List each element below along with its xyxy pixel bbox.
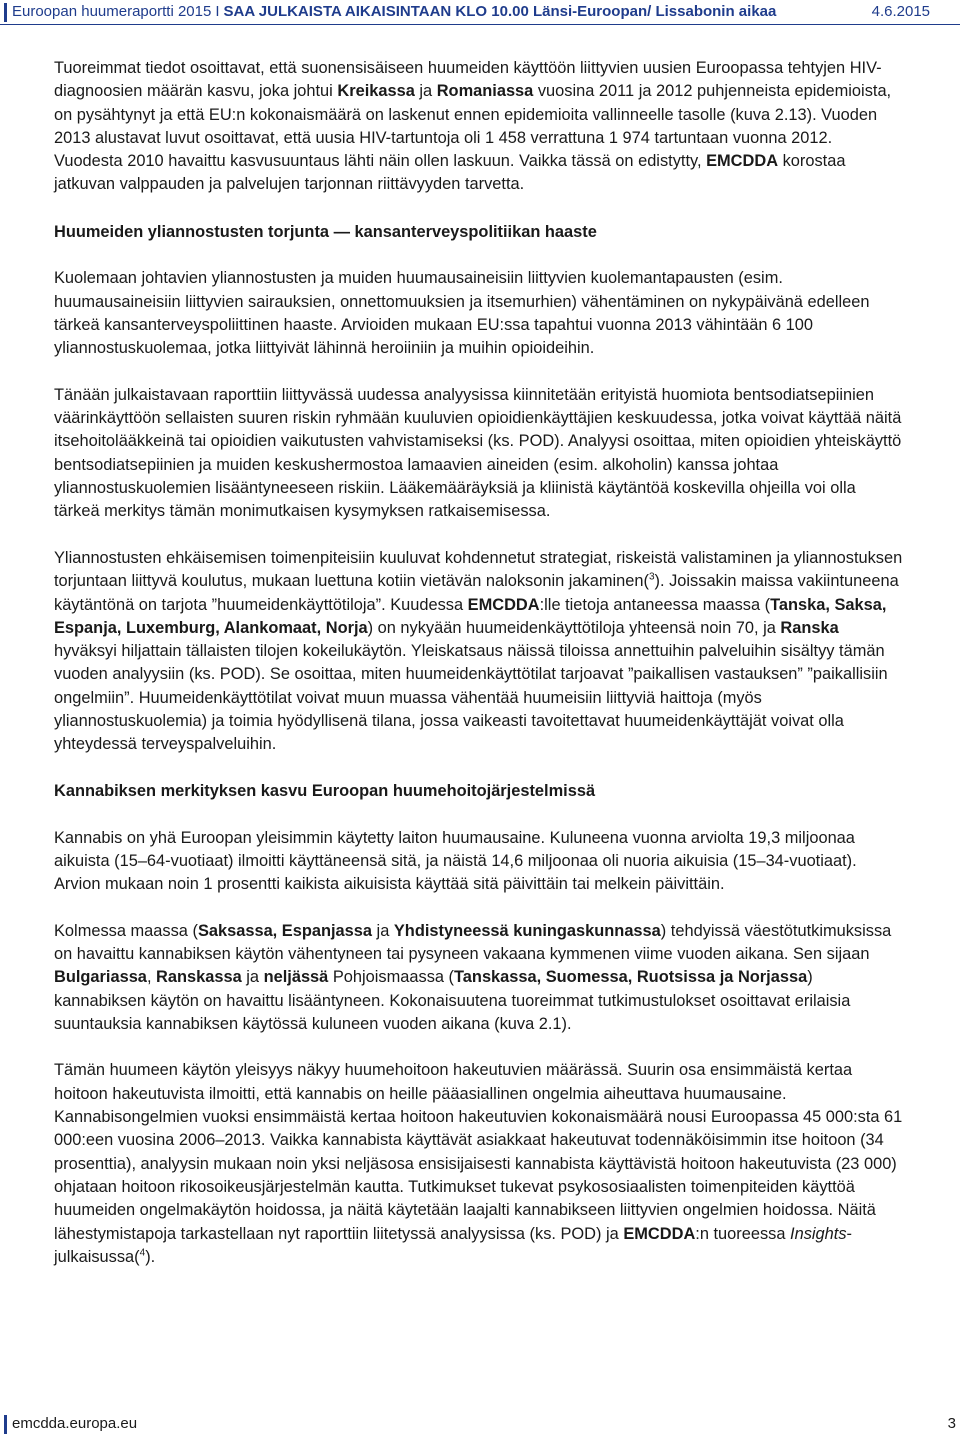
bold-countries: Saksassa, Espanjassa [197,921,372,940]
text-run: Kolmessa maassa ( [54,921,198,940]
italic-publication: Insights [790,1224,847,1243]
footer-url: emcdda.europa.eu [12,1415,138,1432]
section-heading-overdoses: Huumeiden yliannostusten torjunta — kansanterveyspolitiikan haaste [54,222,597,241]
text-run: ) kannabiksen käytön on havaittu lisääntyneen. Kokonaisuutena tuoreimmat tutkimustulokset osoittavat erilaisia suuntauksia kannabiksen käytössä kuluneen vuoden aikana (kuva 2.1). [54,968,851,1033]
text-run: ja [372,921,394,940]
bold-country: Ranska [780,618,839,637]
text-run: Tämän huumeen käytön yleisyys näkyy huumehoitoon hakeutuvien määrässä. Suurin osa ensimmäistä kertaa hoitoon hakeutuvista ilmoitti, että kannabis on heille pääasiallinen ongelmia aiheuttava huumausaine. Kannabisongelmien vuoksi ensimmäistä kertaa hoitoon hakeutuvien kokonaismäärä nousi Euroopassa 45 000:sta 61 000:een vuosina 2006–2013. Vaikka kannabista käyttävät asiakkaat hakeutuvat todennäköisimmin itse hoitoon (34 prosenttia), analyysin mukaan noin yksi neljäsosa ensisijaisesti kannabista käyttävistä hoitoon hakeutuvista (23 000) ohjataan hoitoon rikosoikeusjärjestelmän kautta. Tutkimukset tukevat psykososiaalisten toimenpiteiden käyttöä huumeiden ongelmakäytön hoidossa, ja näitä käytetään laajalti kannabikseen liittyvien ongelmien hoidossa. Näitä lähestymistapoja tarkastellaan nyt raporttiin liitetyssä analyysissa (ks. POD) ja [54,1061,903,1243]
paragraph-hiv [54,57,904,197]
text-run: korostaa jatkuvan valppauden ja palvelujen tarjonnan riittävyyden tarvetta. [54,152,846,194]
header-embargo-notice: SAA JULKAISTA AIKAISINTAAN KLO 10.00 Länsi-Euroopan/ Lissabonin aikaa [223,3,777,20]
footer-accent-bar [4,1415,7,1434]
footnote-ref: 4 [139,1247,146,1259]
text-run: Tuoreimmat tiedot osoittavat, että suonensisäiseen huumeiden käyttöön liittyvien uusien Euroopassa tehtyjen HIV-diagnoosien määrän kasvu, joka johtui [54,59,882,101]
paragraph-cannabis-use: Kannabis on yhä Euroopan yleisimmin käytetty laiton huumausaine. Kuluneena vuonna arviolta 19,3 miljoonaa aikuista (15–64-vuotiaat) ilmoitti käyttäneensä sitä, ja näistä 14,6 miljoonaa oli nuoria aikuisia (15–34-vuotiaat). Arvion mukaan noin 1 prosentti kaikista aikuisista käyttää sitä päivittäin tai melkein päivittäin. [54,828,857,894]
section-heading-cannabis: Kannabiksen merkityksen kasvu Euroopan huumehoitojärjestelmissä [54,781,596,800]
bold-countries: Tanskassa, Suomessa, Ruotsissa ja Norjassa [454,968,808,987]
text-run: , [146,968,157,987]
bold-country: Ranskassa [156,968,242,987]
header-separator: I [215,3,220,20]
paragraph-cannabis-treatment [54,1059,904,1269]
header-title [12,2,776,22]
text-run: ja [414,82,437,101]
paragraph-cannabis-trends [54,920,904,1036]
bold-country: Yhdistyneessä kuningaskunnassa [393,921,661,940]
paragraph-benzodiazepines: Tänään julkaistavaan raporttiin liittyvässä uudessa analyysissa kiinnitetään erityistä huomiota bentsodiatsepiinien väärinkäyttöön sellaisten suuren riskin ryhmään kuuluvien opioidienkäyttäjien keskuudessa, jotka voivat käyttää näitä itsehoitolääkkeinä tai opioidien vaikutusten vahvistamiseksi (ks. POD). Analyysi osoittaa, miten opioidien yhteiskäyttö bentsodiatsepiinien ja muiden keskushermostoa lamaavien aineiden (esim. alkoholin) kanssa johtaa yliannostuskuolemien lisääntyneeseen riskiin. Lääkemääräyksiä ja kliinistä käytäntöä koskevilla ohjeilla voi olla tärkeä merkitys tämän monimutkaisen kysymyksen ratkaisemisessa. [54,385,902,521]
text-run: :n tuoreessa [695,1224,791,1243]
bold-count: neljässä [263,968,329,987]
text-run: Pohjoismaassa ( [328,968,455,987]
text-run: -julkaisussa( [54,1224,853,1266]
paragraph-prevention [54,547,904,757]
paragraph-overdose-deaths: Kuolemaan johtavien yliannostusten ja muiden huumausaineisiin liittyvien kuolemantapausten (esim. huumausaineisiin liittyvien sairauksien, onnettomuuksien ja itsemurhien) vähentäminen on nykypäivänä edelleen tärkeä kansanterveyspoliittinen haaste. Arvioiden mukaan EU:ssa tapahtui vuonna 2013 vähintään 6 100 yliannostuskuolemaa, jotka liittyivät lähinnä heroiiniin ja muihin opioideihin. [54,269,870,358]
page-footer [0,1413,960,1437]
text-run: vuosina 2011 ja 2012 puhjenneista epidemioista, on pysähtynyt ja että EU:n kokonaismäärä on laskenut ennen epidemioita vallinneelle tasolle (kuva 2.13). Vuoden 2013 alustavat luvut osoittavat, että uusia HIV-tartuntoja oli 1 458 verrattuna 1 974 tartuntaan vuonna 2012. Vuodesta 2010 havaittu kasvusuuntaus lähti näin ollen laskuun. Vaikka tässä on edistytty, [54,82,892,171]
bold-country: Kreikassa [337,82,415,101]
text-run: :lle tietoja antaneessa maassa ( [539,595,771,614]
text-run: ). Joissakin maissa vakiintuneena käytäntönä on tarjota ”huumeidenkäyttötiloja”. Kuudessa [54,572,899,614]
bold-country: Romaniassa [436,82,534,101]
document-body [54,57,904,1292]
bold-country: Bulgariassa [54,968,147,987]
bold-agency: EMCDDA [467,595,540,614]
text-run: ). [145,1247,156,1266]
bold-agency: EMCDDA [623,1224,696,1243]
header-date: 4.6.2015 [871,3,930,20]
header-report-name: Euroopan huumeraportti 2015 [12,3,212,20]
header-rule [0,24,960,25]
text-run: Yliannostusten ehkäisemisen toimenpiteisiin kuuluvat kohdennetut strategiat, riskeistä valistaminen ja yliannostuksen torjuntaan liittyvä koulutus, mukaan luettuna kotiin vietävän naloksonin jakaminen( [54,548,903,591]
text-run: ) tehdyissä väestötutkimuksissa on havaittu kannabiksen käytön vähentyneen tai pysyneen vakaana kymmenen viime vuoden aikana. Sen sijaan [54,921,892,963]
header-accent-bar [4,3,7,22]
text-run: ) on nykyään huumeidenkäyttötiloja yhteensä noin 70, ja [367,618,781,637]
bold-agency: EMCDDA [706,152,779,171]
bold-countries: Tanska, Saksa, Espanja, Luxemburg, Alankomaat, Norja [54,595,887,637]
footnote-ref: 3 [648,571,655,583]
text-run: hyväksyi hiljattain tällaisten tilojen kokeilukäytön. Yleiskatsaus näissä tiloissa annettuihin palveluihin sisältyy tämän vuoden analyysiin (ks. POD). Se osoittaa, miten huumeidenkäyttötilat tarjoavat ”paikallisen vastauksen” ”paikallisiin ongelmiin”. Huumeidenkäyttötilat voivat muun muassa vähentää huumeisiin liittyviä haittoja (myös yliannostuskuolemia) ja toimia hyödyllisenä tilana, jossa vaikeasti tavoitettavat huumeidenkäyttäjät voivat olla yhteydessä terveyspalveluihin. [54,642,888,754]
page-number: 3 [947,1415,956,1432]
text-run: ja [241,968,264,987]
page-header [0,0,960,24]
